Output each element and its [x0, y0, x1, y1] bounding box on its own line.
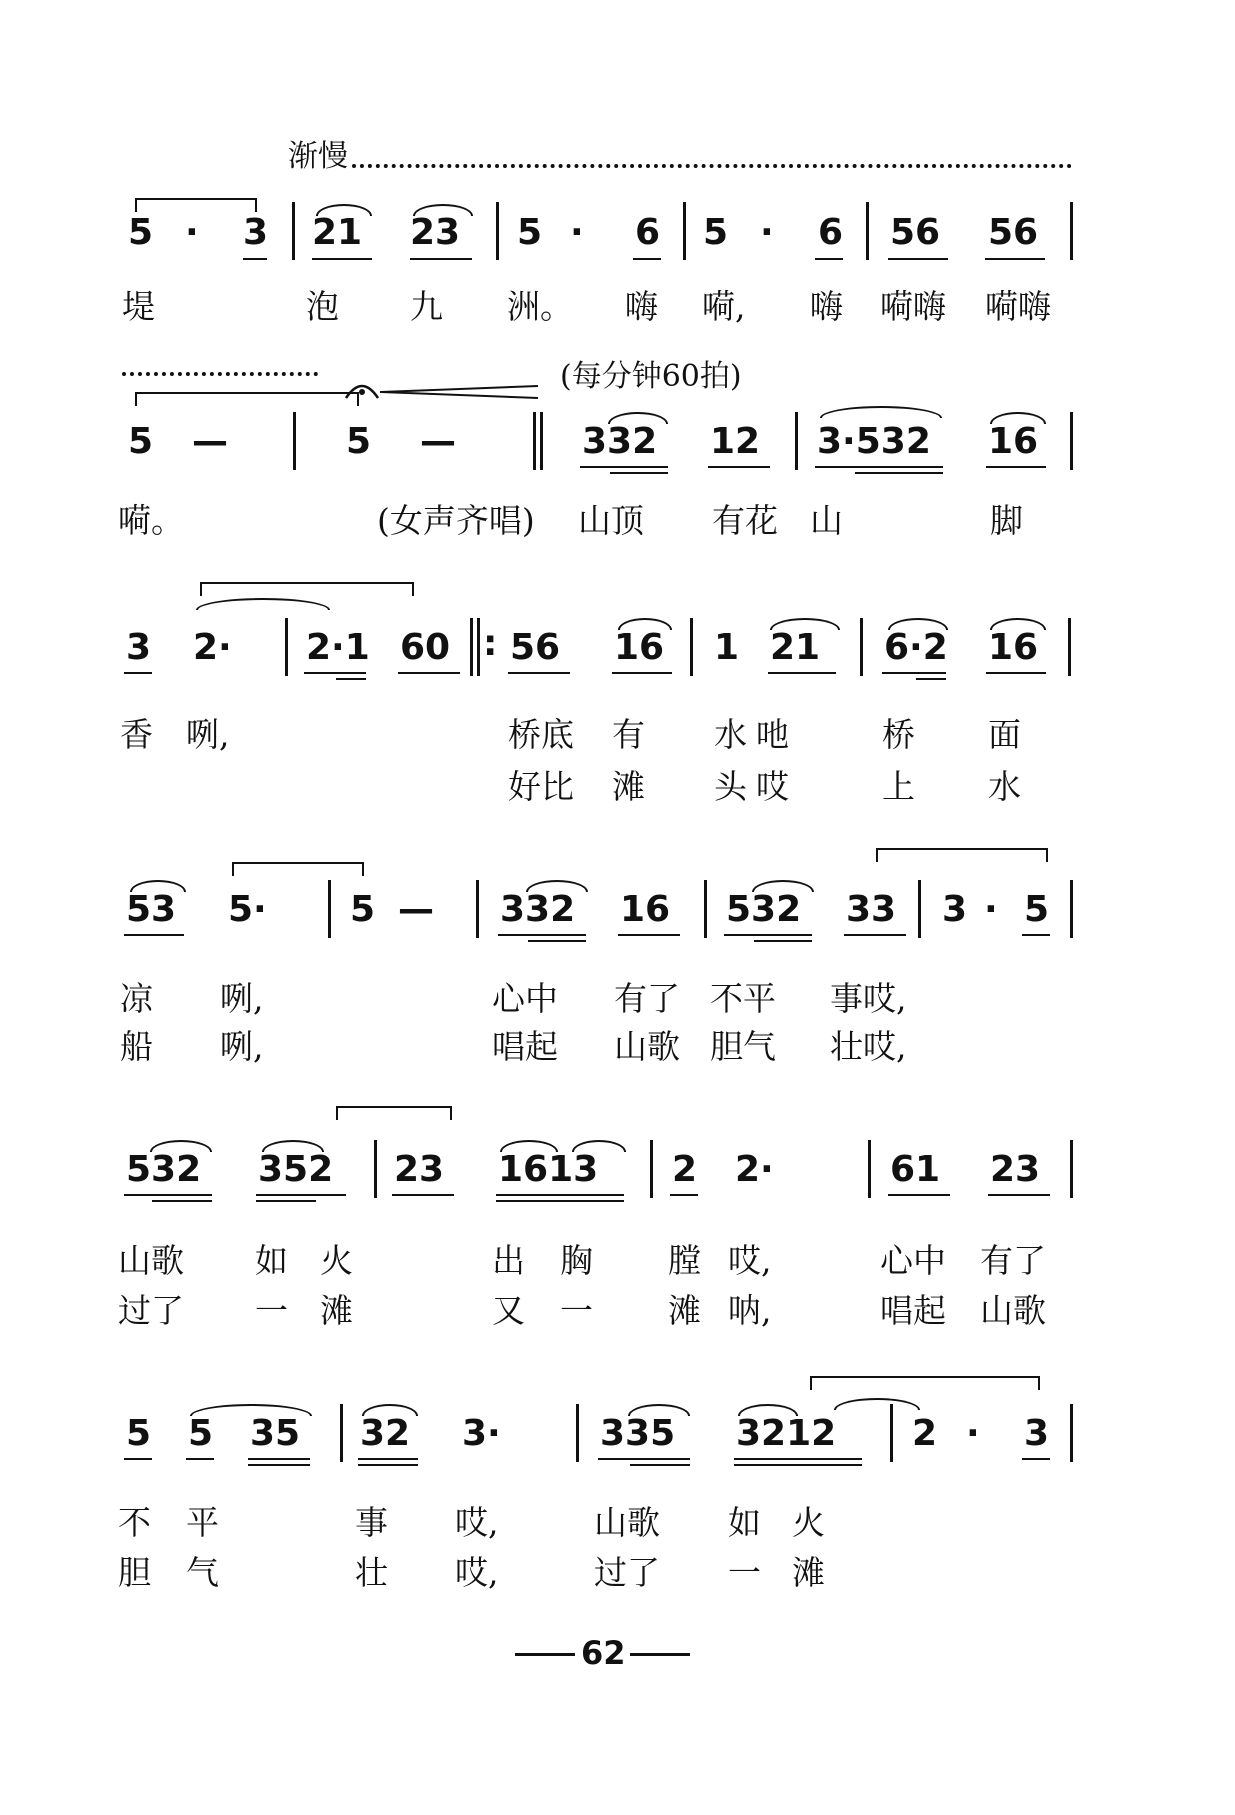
underline	[248, 1458, 310, 1460]
underline	[734, 1458, 862, 1460]
lyric: 又	[492, 1291, 525, 1330]
barline	[1070, 880, 1073, 938]
lyric: 头	[714, 767, 747, 806]
underline	[508, 672, 570, 674]
lyric: 上	[882, 767, 915, 806]
barline	[704, 880, 707, 938]
underline	[815, 258, 843, 260]
lyric: 好比	[508, 767, 574, 806]
rit-dotted-line	[122, 372, 318, 376]
lyric: 面	[988, 715, 1021, 754]
underline	[670, 1194, 698, 1196]
lyric: 咧,	[186, 715, 230, 754]
underline	[496, 1194, 624, 1196]
note: 532	[126, 1149, 202, 1190]
lyric: 山歌	[980, 1291, 1046, 1330]
lyric: 壮	[355, 1553, 388, 1592]
tempo-rit-mark: 渐慢	[288, 139, 348, 174]
lyric: 胸	[560, 1241, 593, 1280]
lyric: 嗨	[810, 287, 843, 326]
note: 21	[770, 627, 821, 668]
barline	[1068, 618, 1071, 676]
lyric: 嗨	[625, 287, 658, 326]
note: 16	[614, 627, 665, 668]
note: 23	[990, 1149, 1041, 1190]
note: 5	[128, 421, 154, 462]
underline	[392, 1194, 454, 1196]
note: 21	[312, 212, 363, 253]
note: ·	[570, 212, 584, 253]
footer-rule-right	[630, 1653, 690, 1656]
note: 2	[672, 1149, 698, 1190]
lyric: 平	[186, 1503, 219, 1542]
note: 12	[710, 421, 761, 462]
repeat-sign: :	[483, 623, 498, 664]
slur	[196, 598, 330, 610]
lyric: 香	[120, 715, 153, 754]
barline	[496, 202, 499, 260]
underline	[754, 940, 812, 942]
barline	[328, 880, 331, 938]
barline	[340, 1404, 343, 1462]
lyric: 船	[120, 1027, 153, 1066]
note: 16	[988, 627, 1039, 668]
underline	[410, 258, 472, 260]
lyric: 桥	[882, 715, 915, 754]
lyric: 洲。	[507, 287, 573, 326]
underline	[708, 466, 770, 468]
tie	[200, 582, 414, 596]
note: 352	[258, 1149, 334, 1190]
lyric: 不平	[710, 979, 776, 1018]
rit-dotted-line	[352, 164, 1072, 168]
underline	[256, 1200, 316, 1202]
underline	[610, 472, 668, 474]
lyric: 气	[186, 1553, 219, 1592]
note: 16	[620, 889, 671, 930]
barline	[890, 1404, 893, 1462]
note: 3	[126, 627, 152, 668]
lyric: 咧,	[220, 979, 264, 1018]
barline	[477, 618, 480, 676]
lyric: 过了	[594, 1553, 660, 1592]
lyric: 事哎,	[830, 979, 907, 1018]
note: 56	[890, 212, 941, 253]
note: 3·532	[817, 421, 931, 462]
barline	[868, 1140, 871, 1198]
underline	[630, 1464, 690, 1466]
lyric: 滩	[792, 1553, 825, 1592]
note: 6	[818, 212, 844, 253]
underline	[986, 672, 1046, 674]
lyric: 呐,	[728, 1291, 772, 1330]
note: 5	[126, 1413, 152, 1454]
lyric: 山歌	[118, 1241, 184, 1280]
underline	[358, 1464, 418, 1466]
barline	[860, 618, 863, 676]
lyric: 心中	[880, 1241, 946, 1280]
lyric: 不	[118, 1503, 151, 1542]
lyric: 哎	[756, 767, 789, 806]
barline	[683, 202, 686, 260]
underline	[152, 1200, 212, 1202]
underline	[124, 934, 184, 936]
lyric: 泡	[306, 287, 339, 326]
underline	[612, 672, 672, 674]
underline	[498, 934, 586, 936]
note: 6	[635, 212, 661, 253]
note: 23	[410, 212, 461, 253]
note: 2·1	[306, 627, 370, 668]
note: 5	[188, 1413, 214, 1454]
underline	[633, 258, 661, 260]
lyric: 山	[810, 501, 843, 540]
underline	[358, 1458, 418, 1460]
lyric: 嗬嗨	[985, 287, 1051, 326]
note: 1613	[498, 1149, 599, 1190]
lyric: 山歌	[594, 1503, 660, 1542]
lyric: 水	[714, 715, 747, 754]
note: 3212	[736, 1413, 837, 1454]
note: 56	[510, 627, 561, 668]
note: 3	[243, 212, 269, 253]
underline	[528, 940, 586, 942]
lyric: 唱起	[492, 1027, 558, 1066]
note: 33	[846, 889, 897, 930]
lyric: 出	[492, 1241, 525, 1280]
underline	[888, 258, 948, 260]
lyric: 滩	[320, 1291, 353, 1330]
lyric: 壮哎,	[830, 1027, 907, 1066]
slur	[820, 406, 942, 418]
barline	[576, 1404, 579, 1462]
note: 532	[726, 889, 802, 930]
lyric: 哎,	[455, 1553, 499, 1592]
note: 35	[250, 1413, 301, 1454]
underline	[1022, 1458, 1050, 1460]
underline	[186, 1458, 214, 1460]
underline	[256, 1194, 346, 1196]
lyric: 膛	[668, 1241, 701, 1280]
tie	[232, 862, 364, 876]
note: 32	[360, 1413, 411, 1454]
lyric: 哎,	[455, 1503, 499, 1542]
lyric: 火	[320, 1241, 353, 1280]
lyric: 吔	[756, 715, 789, 754]
page-footer	[515, 1634, 690, 1672]
barline	[293, 412, 296, 470]
lyric: 一	[728, 1553, 761, 1592]
lyric: 心中	[492, 979, 558, 1018]
page-number: 62	[581, 1634, 626, 1672]
underline	[618, 934, 680, 936]
note: 332	[500, 889, 576, 930]
slur	[834, 1398, 920, 1410]
barline	[540, 412, 543, 470]
lyric: 如	[728, 1503, 761, 1542]
lyric: 有了	[614, 979, 680, 1018]
note: 3	[942, 889, 968, 930]
tie	[876, 848, 1048, 862]
note: 6·2	[884, 627, 948, 668]
note: ·	[984, 889, 998, 930]
note: 5	[346, 421, 372, 462]
lyric: 咧,	[220, 1027, 264, 1066]
lyric: 堤	[122, 287, 155, 326]
barline	[285, 618, 288, 676]
underline	[312, 258, 372, 260]
underline	[988, 1194, 1050, 1196]
underline	[985, 258, 1045, 260]
barline	[1070, 1404, 1073, 1462]
lyric: 滩	[612, 767, 645, 806]
note: ·	[760, 212, 774, 253]
barline	[1070, 1140, 1073, 1198]
dash: —	[420, 421, 456, 462]
metronome-mark: (每分钟60拍)	[560, 359, 742, 394]
barline	[918, 880, 921, 938]
note: ·	[185, 212, 199, 253]
lyric: 如	[255, 1241, 288, 1280]
dash: —	[192, 421, 228, 462]
note: 2·	[193, 627, 232, 668]
lyric: 过了	[118, 1291, 184, 1330]
note: 16	[988, 421, 1039, 462]
note: ·	[966, 1413, 980, 1454]
lyric: 有了	[980, 1241, 1046, 1280]
underline	[124, 1458, 152, 1460]
underline	[734, 1464, 862, 1466]
lyric: 水	[988, 767, 1021, 806]
barline	[374, 1140, 377, 1198]
lyric: 有	[612, 715, 645, 754]
lyric: 凉	[120, 979, 153, 1018]
underline	[336, 678, 366, 680]
barline	[470, 618, 473, 676]
lyric: 事	[355, 1503, 388, 1542]
note: 2	[912, 1413, 938, 1454]
barline	[533, 412, 536, 470]
lyric: 一	[560, 1291, 593, 1330]
underline	[580, 466, 668, 468]
note: 332	[582, 421, 658, 462]
lyric: 山顶	[578, 501, 644, 540]
underline	[248, 1464, 310, 1466]
note: 3	[1024, 1413, 1050, 1454]
underline	[124, 672, 152, 674]
barline	[1070, 202, 1073, 260]
performance-note: (女声齐唱)	[377, 501, 535, 540]
tie	[135, 198, 257, 212]
note: 5	[517, 212, 543, 253]
underline	[888, 1194, 950, 1196]
lyric: 火	[792, 1503, 825, 1542]
barline	[292, 202, 295, 260]
note: 3·	[462, 1413, 501, 1454]
dash: —	[398, 889, 434, 930]
note: 335	[600, 1413, 676, 1454]
underline	[304, 672, 366, 674]
barline	[476, 880, 479, 938]
note: 56	[988, 212, 1039, 253]
lyric: 山歌	[614, 1027, 680, 1066]
underline	[598, 1458, 690, 1460]
note: 60	[400, 627, 451, 668]
underline	[243, 258, 267, 260]
underline	[496, 1200, 624, 1202]
lyric: 有花	[712, 501, 778, 540]
lyric: 九	[410, 287, 443, 326]
note: 53	[126, 889, 177, 930]
underline	[986, 466, 1046, 468]
note: 2·	[735, 1149, 774, 1190]
underline	[882, 672, 946, 674]
lyric: 哎,	[728, 1241, 772, 1280]
underline	[815, 466, 943, 468]
barline	[1070, 412, 1073, 470]
barline	[866, 202, 869, 260]
underline	[724, 934, 812, 936]
lyric: 唱起	[880, 1291, 946, 1330]
tie	[336, 1106, 452, 1120]
underline	[124, 1194, 212, 1196]
lyric: 嗬嗨	[880, 287, 946, 326]
underline	[1022, 934, 1050, 936]
lyric: 滩	[668, 1291, 701, 1330]
lyric: 桥底	[508, 715, 574, 754]
barline	[690, 618, 693, 676]
tie	[810, 1376, 1040, 1390]
tie	[135, 392, 359, 406]
barline	[650, 1140, 653, 1198]
underline	[398, 672, 460, 674]
note: 5·	[228, 889, 267, 930]
underline	[916, 678, 946, 680]
barline	[795, 412, 798, 470]
note: 5	[1024, 889, 1050, 930]
note: 5	[703, 212, 729, 253]
underline	[844, 934, 906, 936]
note: 5	[128, 212, 154, 253]
note: 23	[394, 1149, 445, 1190]
note: 5	[350, 889, 376, 930]
lyric: 嗬,	[702, 287, 746, 326]
lyric: 一	[255, 1291, 288, 1330]
lyric: 胆	[118, 1553, 151, 1592]
underline	[768, 672, 836, 674]
note: 1	[714, 627, 740, 668]
note: 61	[890, 1149, 941, 1190]
lyric: 嗬。	[118, 501, 184, 540]
underline	[855, 472, 943, 474]
footer-rule-left	[515, 1653, 575, 1656]
lyric: 脚	[990, 501, 1023, 540]
lyric: 胆气	[710, 1027, 776, 1066]
